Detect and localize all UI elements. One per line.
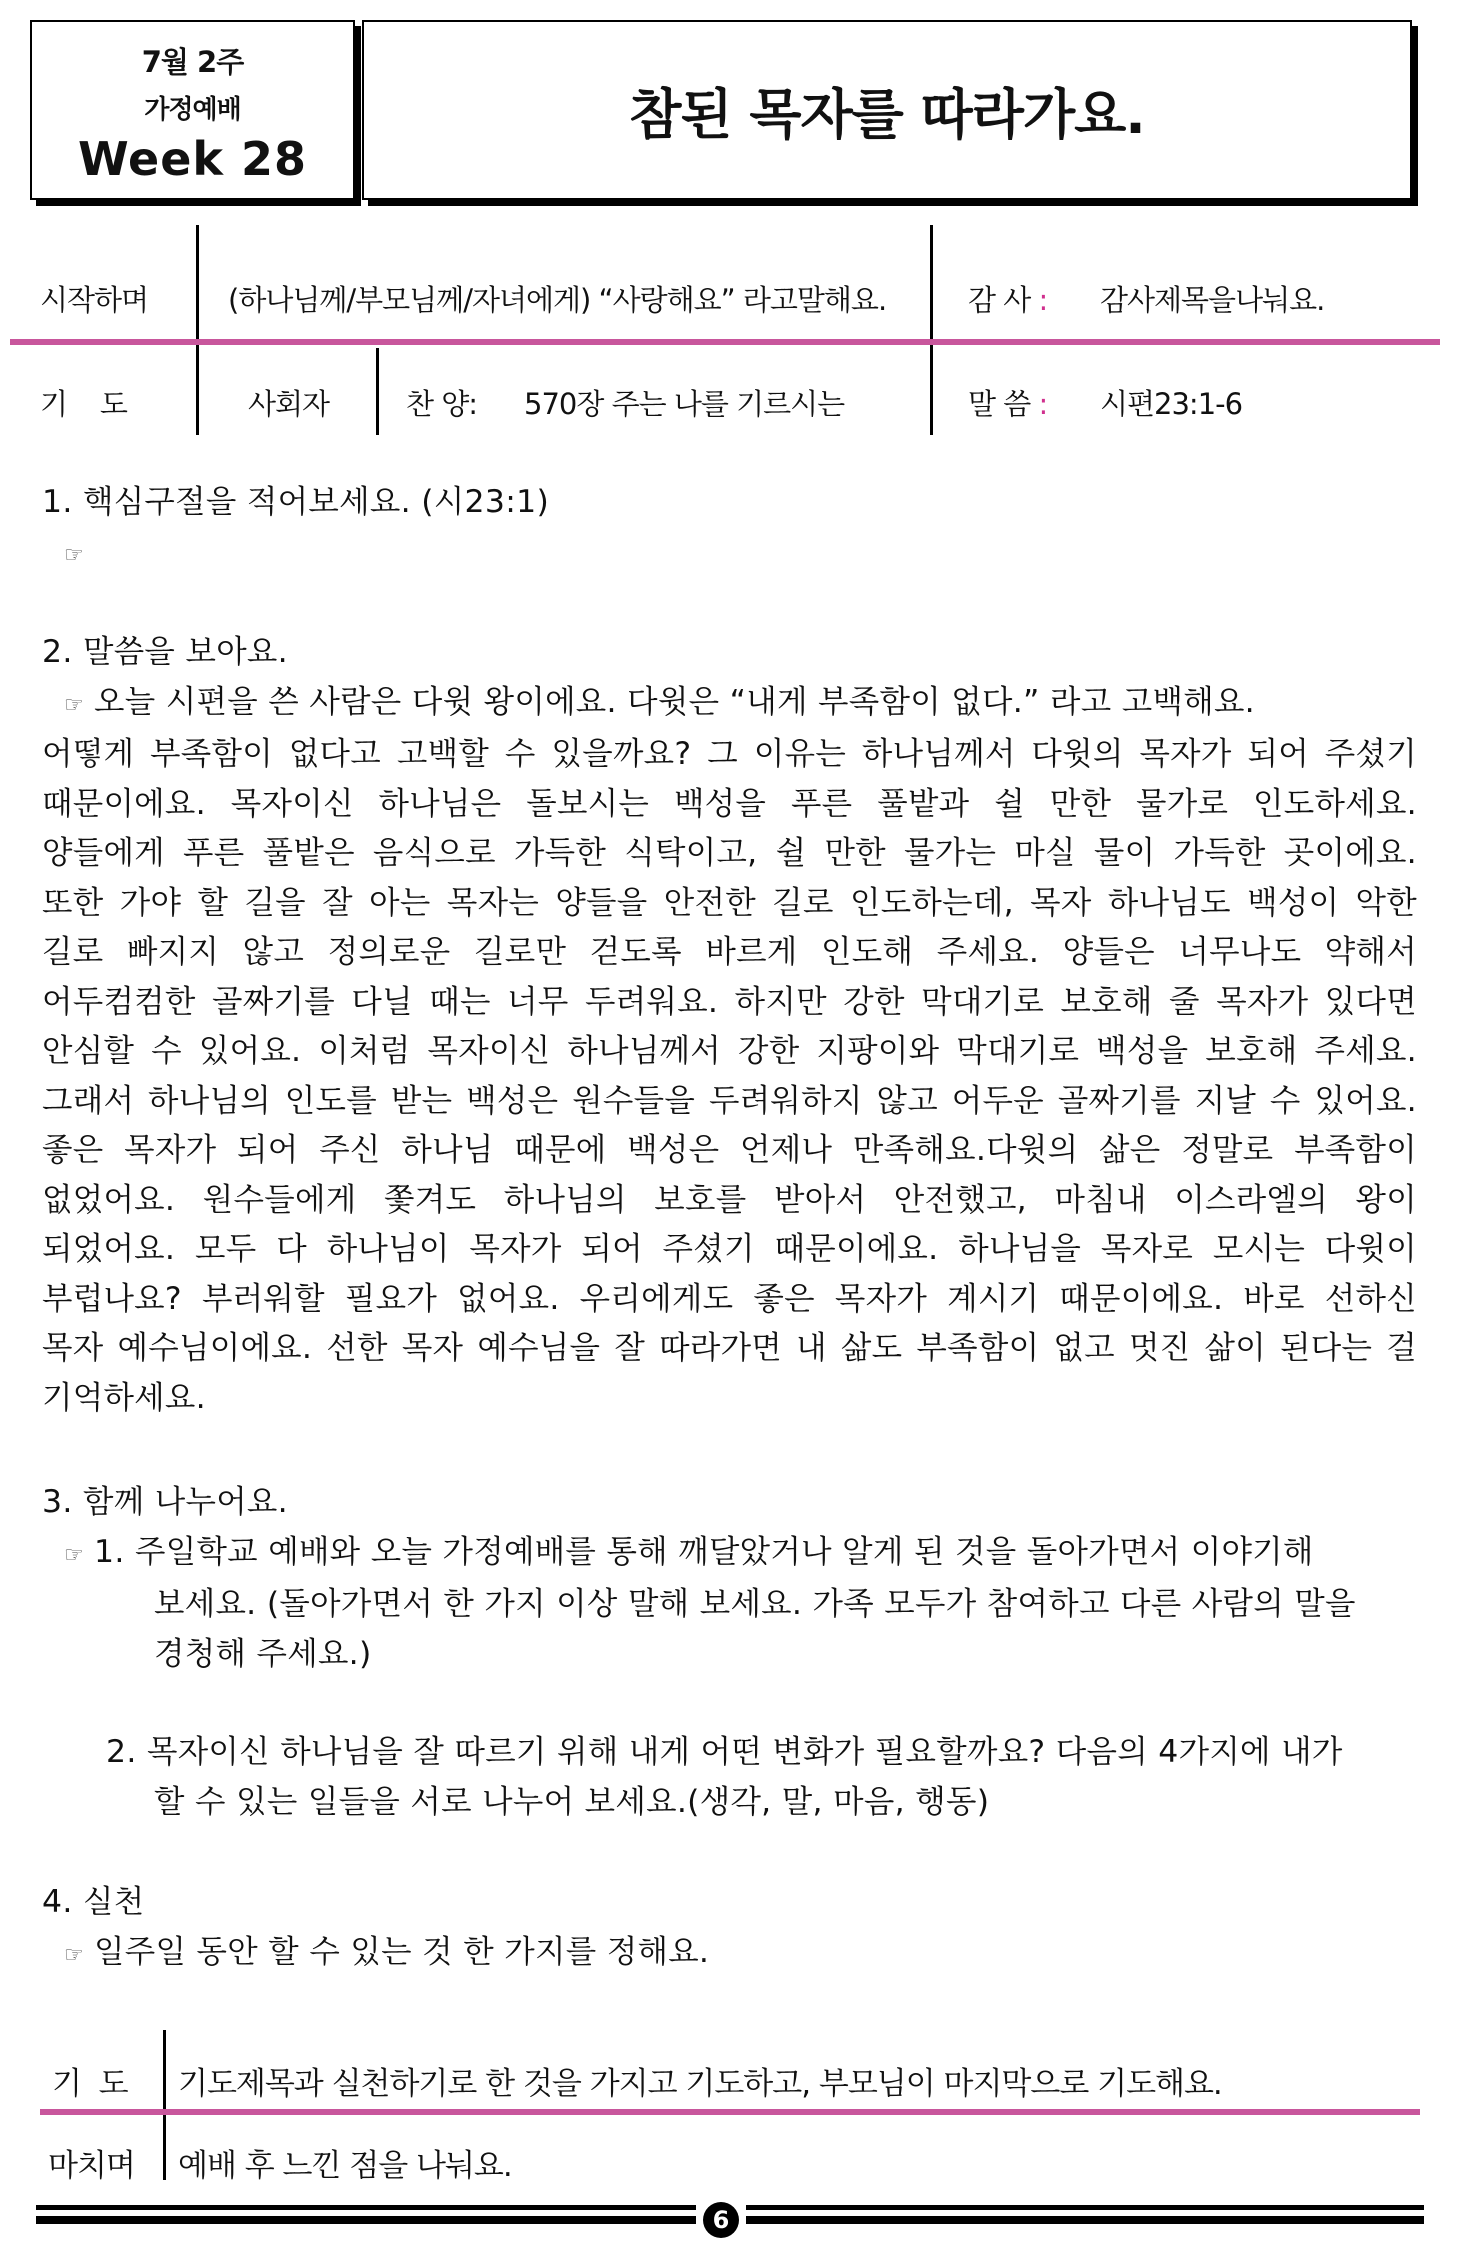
page-title: 참된 목자를 따라가요. xyxy=(629,82,1145,146)
section-2-line: 어떻게 부족함이 없다고 고백할 수 있을까요? 그 이유는 하나님께서 다윗의 목자가 되어 주셨기 xyxy=(42,736,1417,772)
section-2-line: ☞ 오늘 시편을 쓴 사람은 다윗 왕이에요. 다윗은 “내게 부족함이 없다.” 라고 고백해요. xyxy=(64,683,1255,720)
section-1-title: 1. 핵심구절을 적어보세요. (시23:1) xyxy=(42,484,550,520)
section-2-line: 되었어요. 모두 다 하나님이 목자가 되어 주셨기 때문이에요. 하나님을 목자로 모시는 다윗이 xyxy=(42,1231,1417,1267)
divider-3 xyxy=(376,348,379,435)
section-2-line: 부럽나요? 부러워할 필요가 없어요. 우리에게도 좋은 목자가 계시기 때문이에요. 바로 선하신 xyxy=(42,1280,1417,1317)
section-2-line: 또한 가야 할 길을 잘 아는 목자는 양들을 안전한 길로 인도하는데, 목자 하나님도 백성이 악한 xyxy=(42,884,1417,921)
footer-bar-right-top xyxy=(746,2205,1424,2210)
prayer-label: 기 도 xyxy=(40,387,127,421)
hand-icon: ☞ xyxy=(64,1942,85,1968)
section-3-title: 3. 함께 나누어요. xyxy=(42,1484,288,1520)
week-number: Week 28 xyxy=(77,132,308,186)
section-2-line: 안심할 수 있어요. 이처럼 목자이신 하나님께서 강한 지팡이와 막대기로 백성을 보호해 주세요. xyxy=(42,1033,1417,1069)
practice-text: ☞ 일주일 동안 할 수 있는 것 한 가지를 정해요. xyxy=(64,1933,710,1970)
thanks-label: 감 사 : xyxy=(968,283,1048,317)
closing-prayer-text: 기도제목과 실천하기로 한 것을 가지고 기도하고, 부모님이 마지막으로 기도해요. xyxy=(178,2066,1222,2102)
section-2-line: 양들에게 푸른 풀밭은 음식으로 가득한 식탁이고, 쉴 만한 물가는 마실 물이 가득한 곳이에요. xyxy=(42,835,1417,871)
closing-end-text: 예배 후 느낀 점을 나눠요. xyxy=(178,2148,512,2184)
start-label: 시작하며 xyxy=(40,283,149,317)
closing-divider xyxy=(163,2030,166,2180)
share-item-1-cont: 경청해 주세요.) xyxy=(154,1635,372,1672)
divider-2 xyxy=(930,225,933,435)
section-4 xyxy=(42,1878,1417,1980)
share-item-1-cont: 보세요. (돌아가면서 한 가지 이상 말해 보세요. 가족 모두가 참여하고 다른 사람의 말을 xyxy=(154,1586,1356,1622)
week-box xyxy=(30,20,355,200)
footer-bar-right xyxy=(746,2216,1424,2224)
section-2-line: 좋은 목자가 되어 주신 하나님 때문에 백성은 언제나 만족해요.다윗의 삶은 정말로 부족함이 xyxy=(42,1132,1417,1168)
section-2-line: 목자 예수님이에요. 선한 목자 예수님을 잘 따라가면 내 삶도 부족함이 없고 멋진 삶이 된다는 걸 xyxy=(42,1330,1417,1366)
share-item-1: ☞ 1. 주일학교 예배와 오늘 가정예배를 통해 깨달았거나 알게 된 것을 돌아가면서 이야기해 xyxy=(64,1533,1314,1570)
page-number: 6 xyxy=(703,2202,739,2238)
service-name: 가정예배 xyxy=(144,95,241,125)
hand-icon: ☞ xyxy=(64,542,85,568)
share-item-2: 2. 목자이신 하나님을 잘 따르기 위해 내게 어떤 변화가 필요할까요? 다음의 4가지에 내가 할 수 있는 일들을 서로 나누어 보세요.(생각, 말, 마음, 행동) xyxy=(106,1734,1343,1820)
hymn-text: 570장 주는 나를 기르시는 xyxy=(524,387,845,421)
start-text: (하나님께/부모님께/자녀에게) “사랑해요” 라고말해요. xyxy=(228,283,887,317)
section-2-line: 없었어요. 원수들에게 쫓겨도 하나님의 보호를 받아서 안전했고, 마침내 이스라엘의 왕이 xyxy=(42,1181,1417,1218)
section-2-line: 때문이에요. 목자이신 하나님은 돌보시는 백성을 푸른 풀밭과 쉴 만한 물가로 인도하세요. xyxy=(42,785,1417,822)
week-korean: 7월 2주 xyxy=(141,45,244,79)
closing-prayer-label: 기 도 xyxy=(52,2066,128,2102)
leader-label: 사회자 xyxy=(248,387,330,421)
hand-icon: ☞ xyxy=(64,1542,85,1568)
section-4-title: 4. 실천 xyxy=(42,1884,145,1920)
footer-bar-left xyxy=(36,2216,696,2224)
hymn-label: 찬 양: xyxy=(406,387,478,421)
section-1 xyxy=(42,478,1417,580)
info-separator xyxy=(10,339,1440,345)
section-2-line: 기억하세요. xyxy=(42,1379,206,1416)
section-2-line: 어두컴컴한 골짜기를 다닐 때는 너무 두려워요. 하지만 강한 막대기로 보호해 줄 목자가 있다면 xyxy=(42,983,1417,1020)
section-2-title: 2. 말씀을 보아요. xyxy=(42,634,288,670)
closing-end-label: 마치며 xyxy=(48,2148,135,2184)
section-2-line: 그래서 하나님의 인도를 받는 백성은 원수들을 두려워하지 않고 어두운 골짜기를 지날 수 있어요. xyxy=(42,1082,1417,1119)
word-text: 시편23:1-6 xyxy=(1100,387,1243,421)
divider-1 xyxy=(196,225,199,435)
footer-bar-left-top xyxy=(36,2205,696,2210)
thanks-text: 감사제목을나눠요. xyxy=(1100,283,1325,317)
word-label: 말 씀 : xyxy=(968,387,1048,421)
section-2-line: 길로 빠지지 않고 정의로운 길로만 걷도록 바르게 인도해 주세요. 양들은 너무나도 약해서 xyxy=(42,934,1417,970)
hand-icon: ☞ xyxy=(64,692,85,718)
section-3 xyxy=(42,1478,1417,1679)
closing-separator xyxy=(40,2109,1420,2115)
section-2 xyxy=(42,628,1417,1423)
title-box xyxy=(362,20,1412,200)
